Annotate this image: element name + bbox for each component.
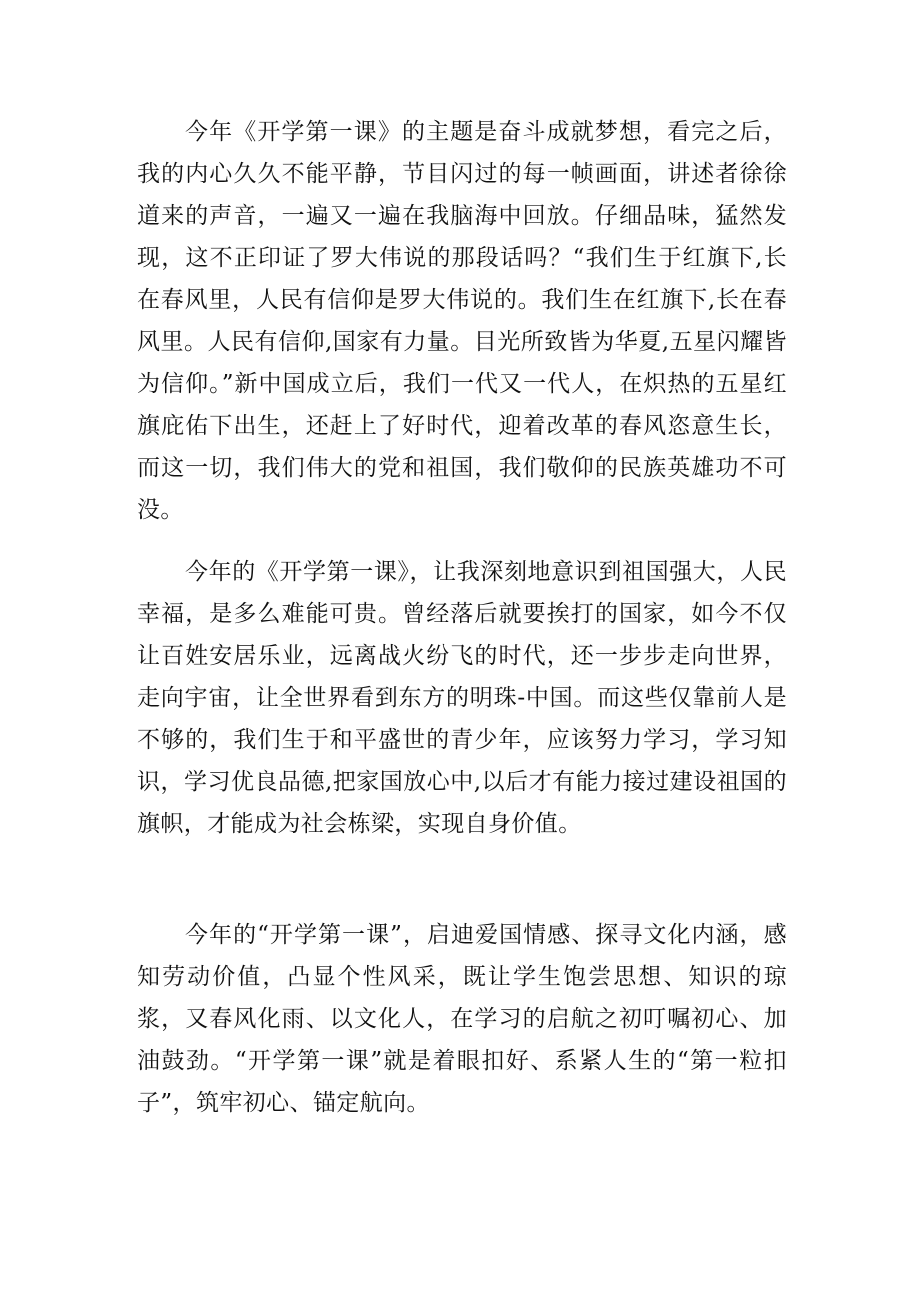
paragraph-2: 今年的《开学第一课》，让我深刻地意识到祖国强大，人民幸福，是多么难能可贵。曾经落后就要挨打的国家，如今不仅让百姓安居乐业，远离战火纷飞的时代，还一步步走向世界，走向宇宙，让全世界看到东方的明珠-中国。而这些仅靠前人是不够的，我们生于和平盛世的青少年，应该努力学习，学习知识，学习优良品德,把家国放心中,以后才有能力接过建设祖国的旗帜，才能成为社会栋梁，实现自身价值。 [137, 559, 787, 837]
paragraph-3: 今年的“开学第一课”，启迪爱国情感、探寻文化内涵，感知劳动价值，凸显个性风采，既让学生饱尝思想、知识的琼浆，又春风化雨、以文化人，在学习的启航之初叮嘱初心、加油鼓劲。“开学第一课”就是着眼扣好、系紧人生的“第一粒扣子”，筑牢初心、锚定航向。 [137, 922, 787, 1116]
paragraph-1: 今年《开学第一课》的主题是奋斗成就梦想，看完之后，我的内心久久不能平静，节目闪过的每一帧画面，讲述者徐徐道来的声音，一遍又一遍在我脑海中回放。仔细品味，猛然发现，这不正印证了罗大伟说的那段话吗？“我们生于红旗下,长在春风里，人民有信仰是罗大伟说的。我们生在红旗下,长在春风里。人民有信仰,国家有力量。目光所致皆为华夏,五星闪耀皆为信仰。”新中国成立后，我们一代又一代人，在炽热的五星红旗庇佑下出生，还赶上了好时代，迎着改革的春风恣意生长，而这一切，我们伟大的党和祖国，我们敬仰的民族英雄功不可没。 [137, 119, 787, 523]
